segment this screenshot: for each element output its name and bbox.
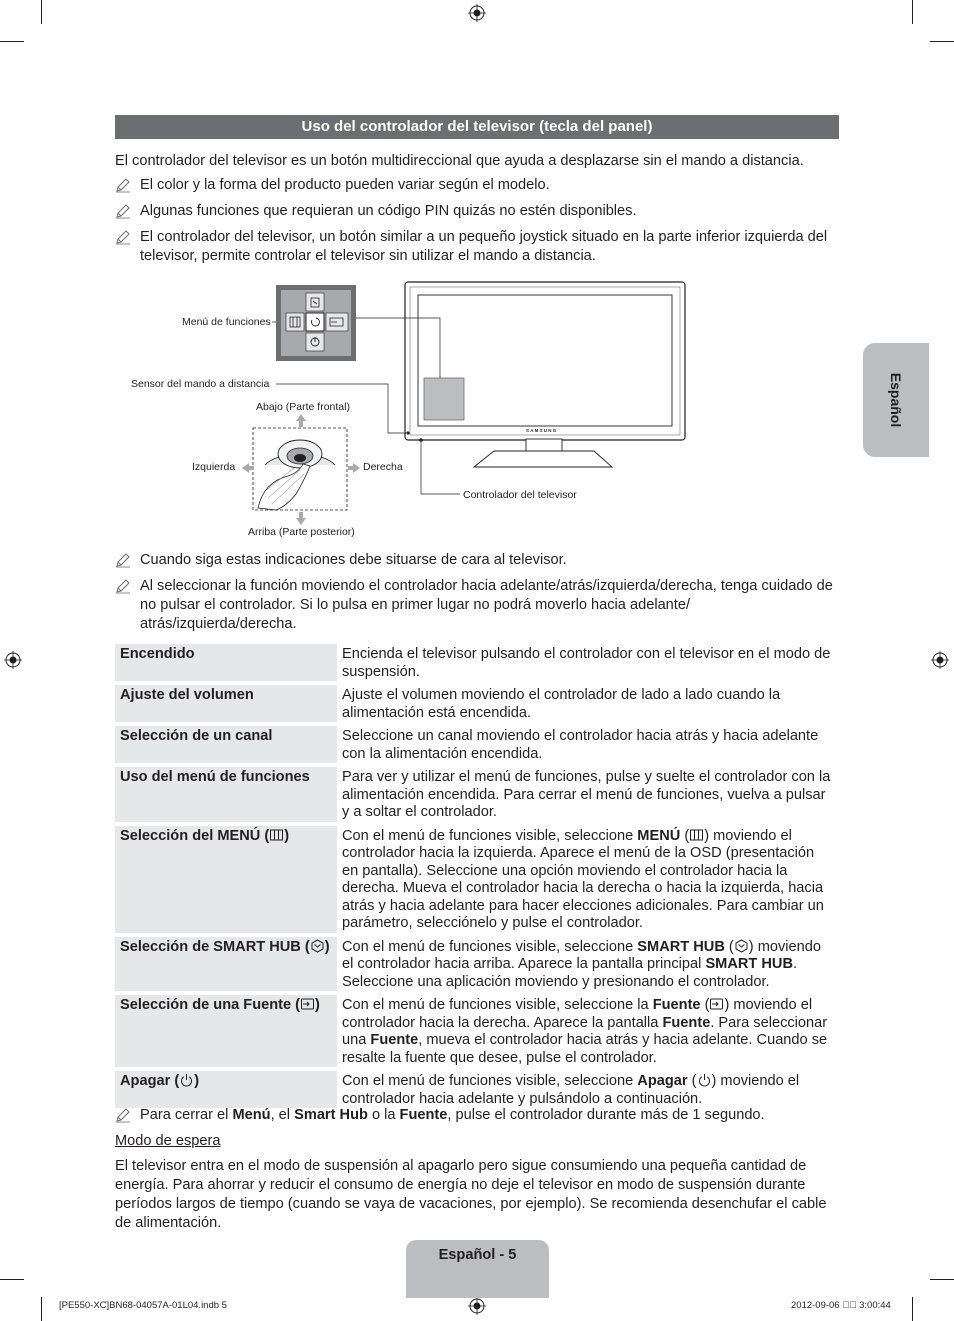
note-text: , pulse el controlador durante más de 1 segundo.: [447, 1107, 765, 1123]
menu-functions-label: Menú de funciones: [182, 316, 271, 328]
note-bold-text: Smart Hub: [294, 1107, 368, 1123]
left-direction-label: Izquierda: [192, 461, 236, 473]
crop-mark: [0, 1279, 24, 1280]
function-name-text: Apagar (: [120, 1073, 180, 1089]
registration-mark-icon: [4, 651, 22, 669]
note-text: , el: [270, 1107, 295, 1123]
note-item: [115, 202, 839, 221]
registration-mark-icon: [468, 1297, 486, 1315]
function-description: [337, 937, 839, 992]
function-name-text: ): [324, 938, 330, 955]
page-footer-tab: [406, 1240, 549, 1298]
description-text: (: [724, 938, 734, 955]
pencil-note-icon: [115, 178, 131, 193]
note-text: Al seleccionar la función moviendo el controlador hacia adelante/atrás/izquierda/derecha, tenga cuidado de no pulsar el controlador. Si lo pulsa en primer lugar no podrá moverlo hacia adelante/ atrás/izquierda/derecha.: [140, 578, 833, 632]
crop-mark: [912, 0, 913, 24]
note-item: [115, 577, 839, 634]
description-text: , mueva el controlador hacia atrás y hacia adelante. Cuando se resalte la fuente que desee, pulse el controlador.: [342, 1032, 828, 1066]
description-text: ) moviendo el controlador hacia la izquierda. Aparece el menú de la OSD (presentación en pantalla). Seleccione una opción moviendo el controlador hacia la derecha. Mueva el controlador hacia la derecha o hacia la izquierda, hacia atrás y hacia adelante para hacer elecciones adicionales. Para cambiar un parámetro, selecciónelo y pulse el controlador.: [342, 827, 824, 931]
standby-text: El televisor entra en el modo de suspensión al apagarlo pero sigue consumiendo una pequeña cantidad de energía. Para ahorrar y reducir el consumo de energía no deje el televisor en modo de suspensión durante períodos largos de tiempo (cuando se vaya de vacaciones, por ejemplo). Se recomienda desenchufar el cable de alimentación.: [115, 1158, 827, 1231]
description-bold-text: SMART HUB: [637, 938, 725, 955]
function-name-text: ): [284, 827, 290, 844]
crop-mark: [912, 1297, 913, 1321]
table-row: [115, 995, 839, 1067]
pencil-note-icon: [115, 579, 131, 594]
crop-mark: [41, 1297, 42, 1321]
function-name: [115, 937, 337, 992]
description-text: Con el menú de funciones visible, seleccione: [342, 827, 638, 844]
registration-mark-icon: [931, 651, 949, 669]
description-text: Con el menú de funciones visible, seleccione la: [342, 997, 653, 1013]
description-text: ) moviendo el controlador hacia arriba. Aparece la pantalla principal: [342, 938, 821, 972]
imprint-right: 2012-09-06    3:00:44: [791, 1300, 891, 1311]
function-name-text: ): [315, 997, 320, 1013]
down-direction-label: Abajo (Parte frontal): [256, 401, 350, 413]
note-text: El controlador del televisor, un botón similar a un pequeño joystick situado en la parte inferior izquierda del televisor, permite controlar el televisor sin utilizar el mando a distancia.: [140, 229, 828, 264]
page-number: Español - 5: [438, 1247, 517, 1263]
note-text: o la: [367, 1107, 400, 1123]
function-name: Encendido: [115, 644, 337, 681]
up-direction-label: Arriba (Parte posterior): [248, 526, 355, 538]
table-row: [115, 826, 839, 933]
crop-mark: [0, 41, 24, 42]
note-text: Cuando siga estas indicaciones debe situarse de cara al televisor.: [140, 552, 567, 568]
source-icon: [300, 997, 315, 1011]
description-text: ) moviendo el controlador hacia adelante y pulsándolo a continuación.: [342, 1073, 800, 1107]
description-text: (: [687, 1073, 697, 1089]
crop-mark: [930, 41, 954, 42]
function-description: [337, 1071, 839, 1108]
function-name-text: Selección del MENÚ (: [120, 827, 270, 844]
function-name: [115, 826, 337, 933]
crop-mark: [41, 0, 42, 24]
function-description: Ajuste el volumen moviendo el controlador de lado a lado cuando la alimentación está encendida.: [342, 687, 781, 721]
table-row: [115, 767, 839, 822]
pencil-note-icon: [115, 1108, 131, 1123]
description-bold-text: SMART HUB: [705, 956, 794, 972]
tv-brand-logo: SAMSUNG: [526, 428, 558, 433]
table-row: [115, 685, 839, 722]
function-name-text: Selección de una Fuente (: [120, 997, 301, 1013]
note-item: [115, 1106, 839, 1125]
power-icon: [179, 1073, 194, 1087]
note-bold-text: Menú: [232, 1107, 271, 1123]
function-name-text: Selección de SMART HUB (: [120, 938, 310, 955]
function-name: Ajuste del volumen: [115, 685, 337, 722]
diagram-drawing: [0, 280, 954, 545]
intro-text: El controlador del televisor es un botón multidireccional que ayuda a desplazarse sin el mando a distancia.: [115, 153, 804, 169]
crop-mark: [930, 1279, 954, 1280]
tv-controller-label: Controlador del televisor: [463, 489, 577, 501]
menu-icon: [269, 828, 284, 842]
imprint-left: [PE550-XC]BN68-04057A-01L04.indb 5: [59, 1300, 227, 1311]
table-row: [115, 937, 839, 992]
section-title: Uso del controlador del televisor (tecla del panel): [115, 115, 839, 139]
table-row: [115, 726, 839, 763]
description-bold-text: Apagar: [637, 1073, 688, 1089]
function-description: Para ver y utilizar el menú de funciones, pulse y suelte el controlador con la alimentación encendida. Para cerrar el menú de funciones, vuelva a pulsar y a soltar el controlador.: [342, 769, 831, 820]
function-name: Selección de un canal: [115, 726, 337, 763]
power-icon: [697, 1073, 712, 1087]
smart-hub-icon: [734, 939, 749, 953]
description-bold-text: Fuente: [652, 997, 701, 1013]
description-text: (: [680, 827, 690, 844]
note-item: [115, 228, 839, 266]
remote-sensor-label: Sensor del mando a distancia: [131, 378, 270, 390]
table-row: [115, 644, 839, 681]
function-name: Uso del menú de funciones: [115, 767, 337, 822]
pencil-note-icon: [115, 553, 131, 568]
pencil-note-icon: [115, 230, 131, 245]
note-text: Algunas funciones que requieran un código PIN quizás no estén disponibles.: [140, 203, 637, 219]
function-description: [337, 826, 839, 933]
function-name-text: ): [194, 1073, 200, 1089]
language-side-tab-label: Español: [888, 372, 904, 428]
description-bold-text: MENÚ: [637, 827, 681, 844]
note-item: [115, 176, 839, 195]
function-description: Encienda el televisor pulsando el controlador con el televisor en el modo de suspensión.: [342, 646, 831, 680]
description-text: Con el menú de funciones visible, seleccione: [342, 1073, 638, 1089]
note-text: El color y la forma del producto pueden variar según el modelo.: [140, 177, 550, 193]
note-text: Para cerrar el: [140, 1107, 233, 1123]
right-direction-label: Derecha: [363, 461, 403, 473]
standby-title: Modo de espera: [115, 1133, 221, 1149]
description-text: . Seleccione una aplicación moviendo y presionando el controlador.: [342, 956, 798, 990]
description-bold-text: Fuente: [370, 1032, 419, 1048]
note-item: [115, 551, 839, 570]
description-text: . Para seleccionar una: [342, 1014, 828, 1048]
function-name: [115, 995, 337, 1067]
note-bold-text: Fuente: [399, 1107, 448, 1123]
controller-diagram: [0, 280, 954, 545]
table-row: [115, 1071, 839, 1108]
smart-hub-icon: [310, 939, 325, 953]
menu-icon: [689, 828, 704, 842]
registration-mark-icon: [468, 4, 486, 22]
pencil-note-icon: [115, 204, 131, 219]
description-text: (: [700, 997, 710, 1013]
description-bold-text: Fuente: [662, 1014, 711, 1031]
function-description: Seleccione un canal moviendo el controlador hacia atrás y hacia adelante con la alimentación encendida.: [342, 728, 819, 762]
description-text: Con el menú de funciones visible, seleccione: [342, 938, 638, 955]
function-name: [115, 1071, 337, 1108]
source-icon: [709, 997, 724, 1011]
controller-functions-table: [115, 640, 839, 1112]
description-text: ) moviendo el controlador hacia la derecha. Aparece la pantalla: [342, 997, 813, 1031]
function-description: [337, 995, 839, 1067]
